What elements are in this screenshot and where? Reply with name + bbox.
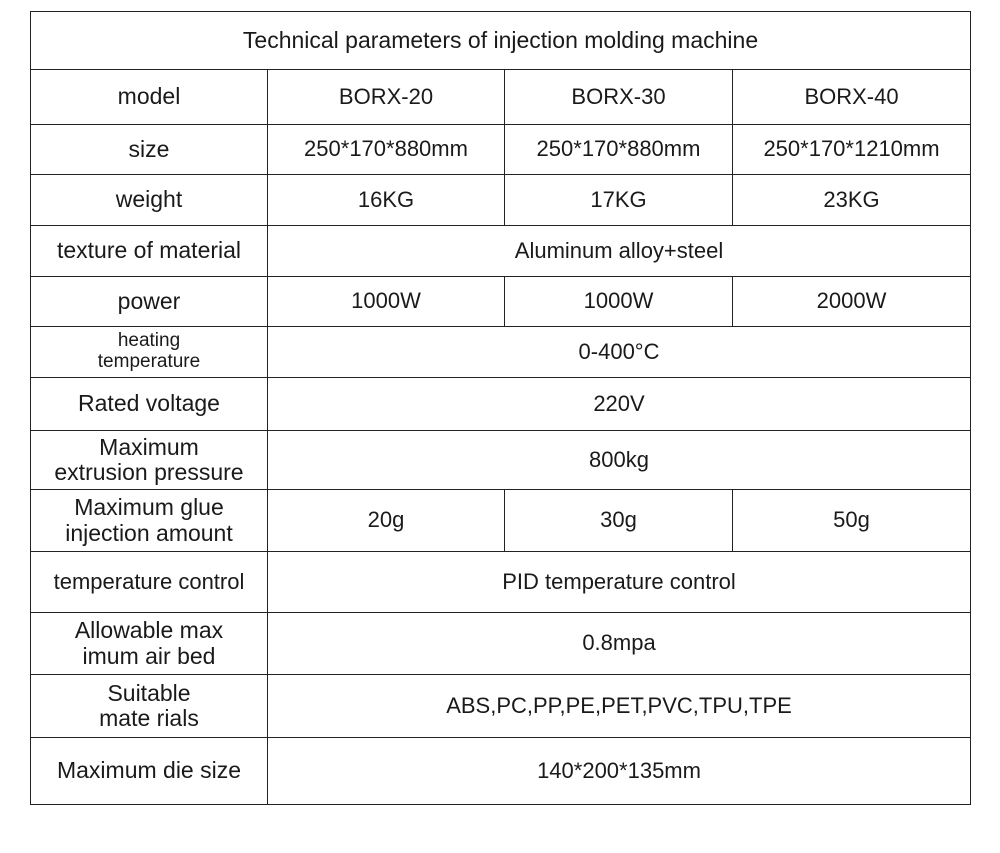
title-row — [31, 12, 971, 70]
power-row — [31, 277, 971, 327]
glue-label — [31, 490, 268, 552]
air-bed-label — [31, 613, 268, 675]
glue-row — [31, 490, 971, 552]
model-borx-30: BORX-30 — [505, 70, 733, 125]
air-bed-value: 0.8mpa — [268, 613, 971, 675]
glue-value-3: 50g — [733, 490, 971, 552]
air-bed-label-line1: Allowable max — [74, 617, 224, 644]
size-row — [31, 125, 971, 175]
size-value-3: 250*170*1210mm — [733, 125, 971, 175]
heating-label-line2: temperature — [97, 351, 201, 372]
power-value-1: 1000W — [268, 277, 505, 327]
die-size-row — [31, 738, 971, 805]
model-row — [31, 70, 971, 125]
materials-label-line1: Suitable — [107, 679, 191, 706]
power-label: power — [31, 277, 268, 327]
model-label: model — [31, 70, 268, 125]
weight-label: weight — [31, 175, 268, 226]
pressure-label-line2: extrusion pressure — [54, 459, 244, 485]
material-value: Aluminum alloy+steel — [268, 226, 971, 277]
weight-value-2: 17KG — [505, 175, 733, 226]
temp-control-label: temperature control — [31, 552, 268, 613]
pressure-row — [31, 431, 971, 490]
table-title: Technical parameters of injection molding machine — [31, 12, 971, 70]
size-value-2: 250*170*880mm — [505, 125, 733, 175]
voltage-value: 220V — [268, 378, 971, 431]
model-borx-20: BORX-20 — [268, 70, 505, 125]
power-value-3: 2000W — [733, 277, 971, 327]
materials-label-line2: mate rials — [99, 705, 199, 731]
heating-row — [31, 327, 971, 378]
glue-value-2: 30g — [505, 490, 733, 552]
temp-control-row — [31, 552, 971, 613]
materials-row — [31, 675, 971, 738]
air-bed-row — [31, 613, 971, 675]
materials-value: ABS,PC,PP,PE,PET,PVC,TPU,TPE — [268, 675, 971, 738]
heating-value: 0-400°C — [268, 327, 971, 378]
weight-row — [31, 175, 971, 226]
die-size-value: 140*200*135mm — [268, 738, 971, 805]
pressure-value: 800kg — [268, 431, 971, 490]
power-value-2: 1000W — [505, 277, 733, 327]
voltage-row — [31, 378, 971, 431]
material-row — [31, 226, 971, 277]
materials-label — [31, 675, 268, 738]
size-value-1: 250*170*880mm — [268, 125, 505, 175]
weight-value-1: 16KG — [268, 175, 505, 226]
die-size-label: Maximum die size — [31, 738, 268, 805]
glue-label-line1: Maximum glue — [74, 494, 224, 521]
pressure-label-line1: Maximum — [99, 433, 199, 460]
temp-control-value: PID temperature control — [268, 552, 971, 613]
spec-table — [30, 11, 971, 805]
air-bed-label-line2: imum air bed — [82, 642, 216, 669]
material-label: texture of material — [31, 226, 268, 277]
glue-value-1: 20g — [268, 490, 505, 552]
heating-label-line1: heating — [117, 330, 181, 352]
model-borx-40: BORX-40 — [733, 70, 971, 125]
heating-label — [31, 327, 268, 378]
size-label: size — [31, 125, 268, 175]
weight-value-3: 23KG — [733, 175, 971, 226]
voltage-label: Rated voltage — [31, 378, 268, 431]
glue-label-line2: injection amount — [65, 519, 233, 546]
pressure-label — [31, 431, 268, 490]
